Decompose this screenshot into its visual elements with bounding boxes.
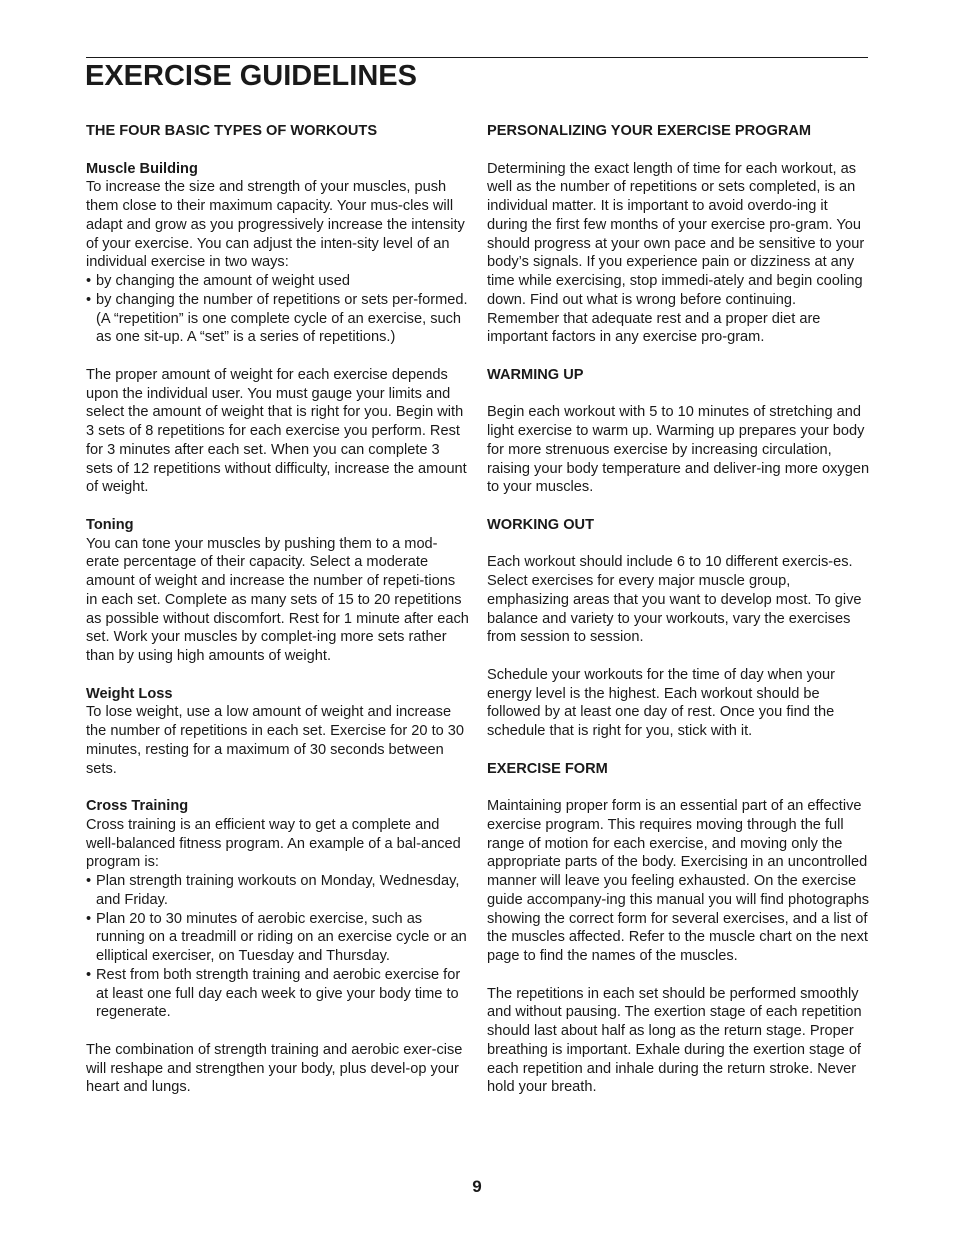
list-item: [86, 291, 470, 347]
subheading-toning: Toning: [86, 516, 134, 533]
page-number: 9: [472, 1177, 482, 1196]
section-heading-working-out: WORKING OUT: [487, 516, 595, 533]
weight-loss-text: To lose weight, use a low amount of weight and increase the number of repetitions in each set. Exercise for 20 to 30 minutes, resting for a maximum of 30 seconds between sets.: [86, 704, 465, 777]
list-item: [86, 872, 470, 910]
section-heading-workout-types: THE FOUR BASIC TYPES OF WORKOUTS: [86, 123, 378, 139]
personalizing-text: Determining the exact length of time for each workout, as well as the number of repetitions or sets completed, is an individual matter. It is important to avoid overdo-ing it during the first few months of your exercise pro-gram. You should progress at your own pace and be sensitive to your body’s signals. If you experience pain or dizziness at any time while exercising, stop immedi-ately and begin cooling down. Find out what is wrong before continuing. Remember that adequate rest and a proper diet are important factors in any exercise pro-gram.: [487, 160, 865, 346]
bullet-glyph: •: [86, 873, 92, 889]
working-out-text-2: Schedule your workouts for the time of day when your energy level is the highest. Each workout should be followed by at least one day of rest. Once you find the schedule that is right for you, stick with it.: [487, 666, 835, 739]
bullet-glyph: •: [86, 966, 92, 983]
muscle-building-detail: The proper amount of weight for each exercise depends upon the individual user. You must gauge your limits and select the amount of weight that is right for you. Begin with 3 sets of 8 repetitions for each exercise you perform. Rest for 3 minutes after each set. When you can complete 3 sets of 12 repetitions without difficulty, increase the amount of weight.: [86, 366, 467, 496]
toning-text: You can tone your muscles by pushing them to a mod-erate percentage of their capacity. Select a moderate amount of weight and increase the number of repeti-tions in each set. Complete as many sets of 15 to 20 repetitions as possible without discomfort. Rest for 1 minute after each set. Work your muscles by complet-ing more sets rather than by using high amounts of weight.: [86, 535, 469, 664]
section-heading-warming-up: WARMING UP: [487, 366, 584, 383]
working-out-text-1: Each workout should include 6 to 10 different exercis-es. Select exercises for every major muscle group, emphasizing areas that you want to develop most. To give balance and variety to your workouts, vary the exercises from session to session.: [487, 554, 862, 646]
subheading-cross-training: Cross Training: [86, 798, 189, 814]
subheading-weight-loss: Weight Loss: [86, 685, 173, 702]
warming-up-text: Begin each workout with 5 to 10 minutes of stretching and light exercise to warm up. Warming up prepares your body for more strenuous exercise by increasing circulation, raising your body temperature and deliver-ing more oxygen to your muscles.: [487, 404, 870, 496]
bullet-text: Rest from both strength training and aerobic exercise for at least one full day each week to give your body time to regenerate.: [96, 966, 461, 1021]
list-item: [86, 966, 470, 1022]
section-heading-exercise-form: EXERCISE FORM: [487, 760, 608, 777]
exercise-form-text-2: The repetitions in each set should be performed smoothly and without pausing. The exertion stage of each repetition should last about half as long as the return stage. Proper breathing is important. Exhale during the exertion stage of each repetition and inhale during the return stroke. Never hold your breath.: [487, 985, 862, 1096]
bullet-glyph: •: [86, 291, 92, 308]
cross-training-bullets: [86, 872, 470, 1022]
bullet-text: by changing the amount of weight used: [96, 273, 350, 289]
muscle-building-intro: To increase the size and strength of your muscles, push them close to their maximum capacity. Your mus-cles will adapt and grow as you progressively increase the intensity of your exercise. You can adjust the inten-sity level of an individual exercise in two ways:: [86, 179, 465, 271]
cross-training-intro: Cross training is an efficient way to get a complete and well-balanced fitness program. An example of a bal-anced program is:: [86, 816, 461, 871]
right-column: [487, 122, 871, 1097]
bullet-text: Plan 20 to 30 minutes of aerobic exercise, such as running on a treadmill or riding on an exercise cycle or an elliptical exerciser, on Tuesday and Thursday.: [96, 910, 467, 964]
muscle-building-bullets: [86, 272, 470, 347]
list-item: [86, 910, 470, 966]
cross-training-closing: The combination of strength training and aerobic exer-cise will reshape and strengthen your body, plus devel-op your heart and lungs.: [86, 1041, 463, 1096]
list-item: [86, 272, 470, 291]
bullet-glyph: •: [86, 273, 92, 289]
section-heading-personalizing: PERSONALIZING YOUR EXERCISE PROGRAM: [487, 123, 812, 139]
page-title: EXERCISE GUIDELINES: [85, 60, 417, 92]
bullet-glyph: •: [86, 910, 92, 927]
subheading-muscle-building: Muscle Building: [86, 160, 198, 177]
bullet-text: Plan strength training workouts on Monday, Wednesday, and Friday.: [96, 873, 460, 908]
bullet-text: by changing the number of repetitions or sets per-formed. (A “repetition” is one complete cycle of an exercise, such as one sit-up. A “set” is a series of repetitions.): [96, 291, 468, 346]
exercise-form-text-1: Maintaining proper form is an essential part of an effective exercise program. This requires moving through the full range of motion for each exercise, and moving only the appropriate parts of the body. Exercising in an uncontrolled manner will leave you feeling exhausted. On the exercise guide accompany-ing this manual you will find photographs showing the correct form for several exercises, and a list of the muscles affected. Refer to the muscle chart on the next page to find the names of the muscles.: [487, 798, 870, 964]
left-column: [86, 122, 470, 1097]
